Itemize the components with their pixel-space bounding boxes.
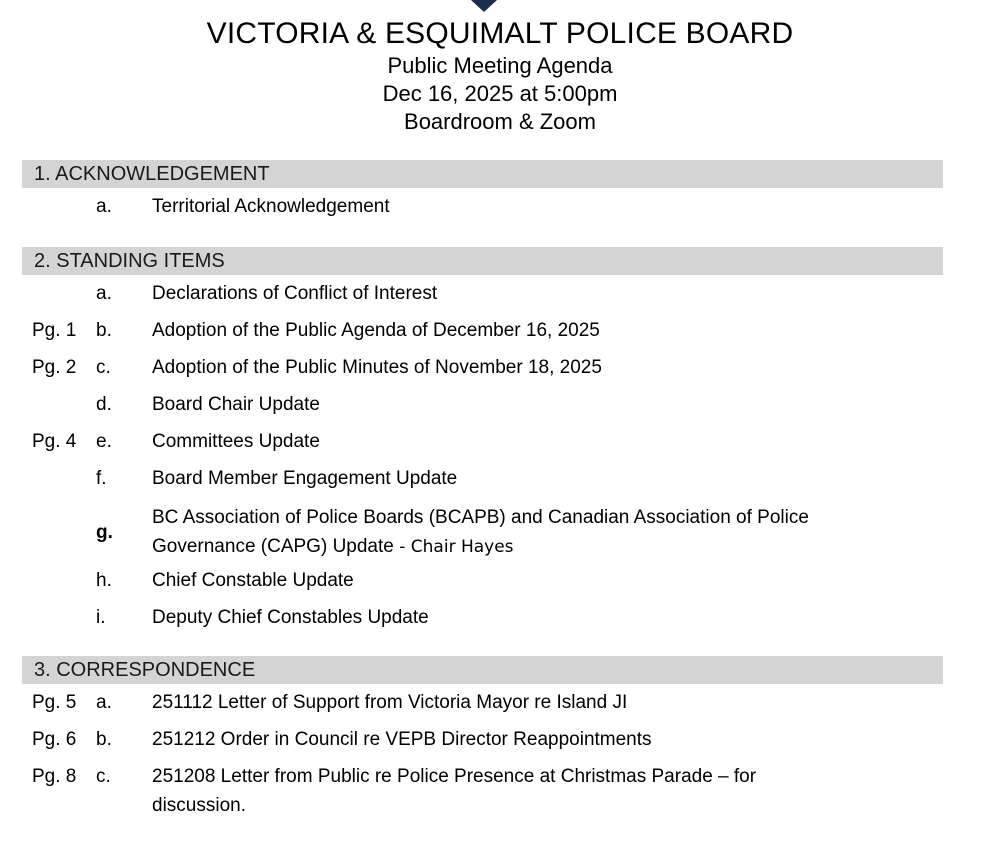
- item-text: [152, 192, 852, 221]
- agenda-item: [0, 460, 1000, 497]
- item-text-main: Board Member Engagement Update: [152, 468, 458, 489]
- subtitle-meeting-type: Public Meeting Agenda: [387, 53, 613, 78]
- item-text-main: 251212 Order in Council re VEPB Director Reappointments: [152, 729, 652, 750]
- item-text: [152, 279, 852, 308]
- item-marker: b.: [96, 729, 112, 750]
- item-marker: g.: [96, 522, 113, 543]
- agenda-item: [0, 497, 1000, 562]
- agenda-item: [0, 758, 1000, 820]
- agenda-item-list: [0, 275, 1000, 636]
- agenda-item: [0, 349, 1000, 386]
- item-text: [152, 725, 852, 754]
- page-reference: Pg. 4: [32, 431, 77, 452]
- page-reference: Pg. 1: [32, 320, 77, 341]
- section-spacer: [0, 636, 1000, 656]
- item-text: [152, 464, 852, 493]
- agenda-item-list: [0, 684, 1000, 820]
- agenda-item: [0, 312, 1000, 349]
- document-header: [0, 16, 1000, 136]
- shield-crest-icon: [447, 0, 521, 12]
- item-text-presenter: - Chair Hayes: [393, 537, 514, 557]
- agenda-section: [0, 656, 1000, 820]
- item-marker: c.: [96, 357, 111, 378]
- item-text-main: 251112 Letter of Support from Victoria Mayor re Island JI: [152, 692, 628, 713]
- item-text: [152, 603, 852, 632]
- item-text-main: Adoption of the Public Agenda of December 16, 2025: [152, 320, 600, 341]
- item-text-main: Committees Update: [152, 431, 320, 452]
- item-text: [152, 390, 852, 419]
- item-marker: a.: [96, 196, 112, 217]
- item-text: [152, 762, 852, 820]
- item-text-main: Declarations of Conflict of Interest: [152, 283, 438, 304]
- item-text: [152, 353, 852, 382]
- agenda-item: [0, 275, 1000, 312]
- item-text-main: Territorial Acknowledgement: [152, 196, 390, 217]
- page-reference: Pg. 2: [32, 357, 77, 378]
- agenda-section: [0, 247, 1000, 636]
- section-spacer: [0, 225, 1000, 247]
- section-heading: 2. STANDING ITEMS: [22, 247, 943, 275]
- item-marker: a.: [96, 692, 112, 713]
- item-text: [152, 503, 852, 562]
- item-text-main: BC Association of Police Boards (BCAPB) and Canadian Association of Police Governance (CAPG) Update: [152, 507, 809, 557]
- page-title: VICTORIA & ESQUIMALT POLICE BOARD: [206, 17, 794, 50]
- agenda-item: [0, 188, 1000, 225]
- item-marker: b.: [96, 320, 112, 341]
- item-marker: c.: [96, 766, 111, 787]
- agenda-section: [0, 160, 1000, 225]
- page-reference: Pg. 6: [32, 729, 77, 750]
- item-marker: d.: [96, 394, 112, 415]
- agenda-item: [0, 386, 1000, 423]
- agenda-item: [0, 684, 1000, 721]
- subtitle-datetime: Dec 16, 2025 at 5:00pm: [382, 81, 618, 106]
- agenda-item: [0, 599, 1000, 636]
- item-text-main: Deputy Chief Constables Update: [152, 607, 429, 628]
- agenda-item: [0, 721, 1000, 758]
- item-text: [152, 688, 852, 717]
- item-text: [152, 316, 852, 345]
- item-text-main: Board Chair Update: [152, 394, 320, 415]
- item-text: [152, 427, 852, 456]
- item-text: [152, 566, 852, 595]
- agenda-item: [0, 562, 1000, 599]
- item-text-main: Adoption of the Public Minutes of November 18, 2025: [152, 357, 602, 378]
- page-reference: Pg. 8: [32, 766, 77, 787]
- agenda-item-list: [0, 188, 1000, 225]
- item-text-main: Chief Constable Update: [152, 570, 354, 591]
- subtitle-location: Boardroom & Zoom: [404, 109, 596, 134]
- page-reference: Pg. 5: [32, 692, 77, 713]
- agenda-body: [0, 160, 1000, 820]
- item-marker: e.: [96, 431, 112, 452]
- logo-area: [0, 0, 1000, 12]
- item-text-main: 251208 Letter from Public re Police Presence at Christmas Parade – for discussion.: [152, 766, 757, 816]
- item-marker: i.: [96, 607, 106, 628]
- agenda-item: [0, 423, 1000, 460]
- section-heading: 3. CORRESPONDENCE: [22, 656, 943, 684]
- item-marker: h.: [96, 570, 112, 591]
- item-marker: a.: [96, 283, 112, 304]
- section-heading: 1. ACKNOWLEDGEMENT: [22, 160, 943, 188]
- item-marker: f.: [96, 468, 107, 489]
